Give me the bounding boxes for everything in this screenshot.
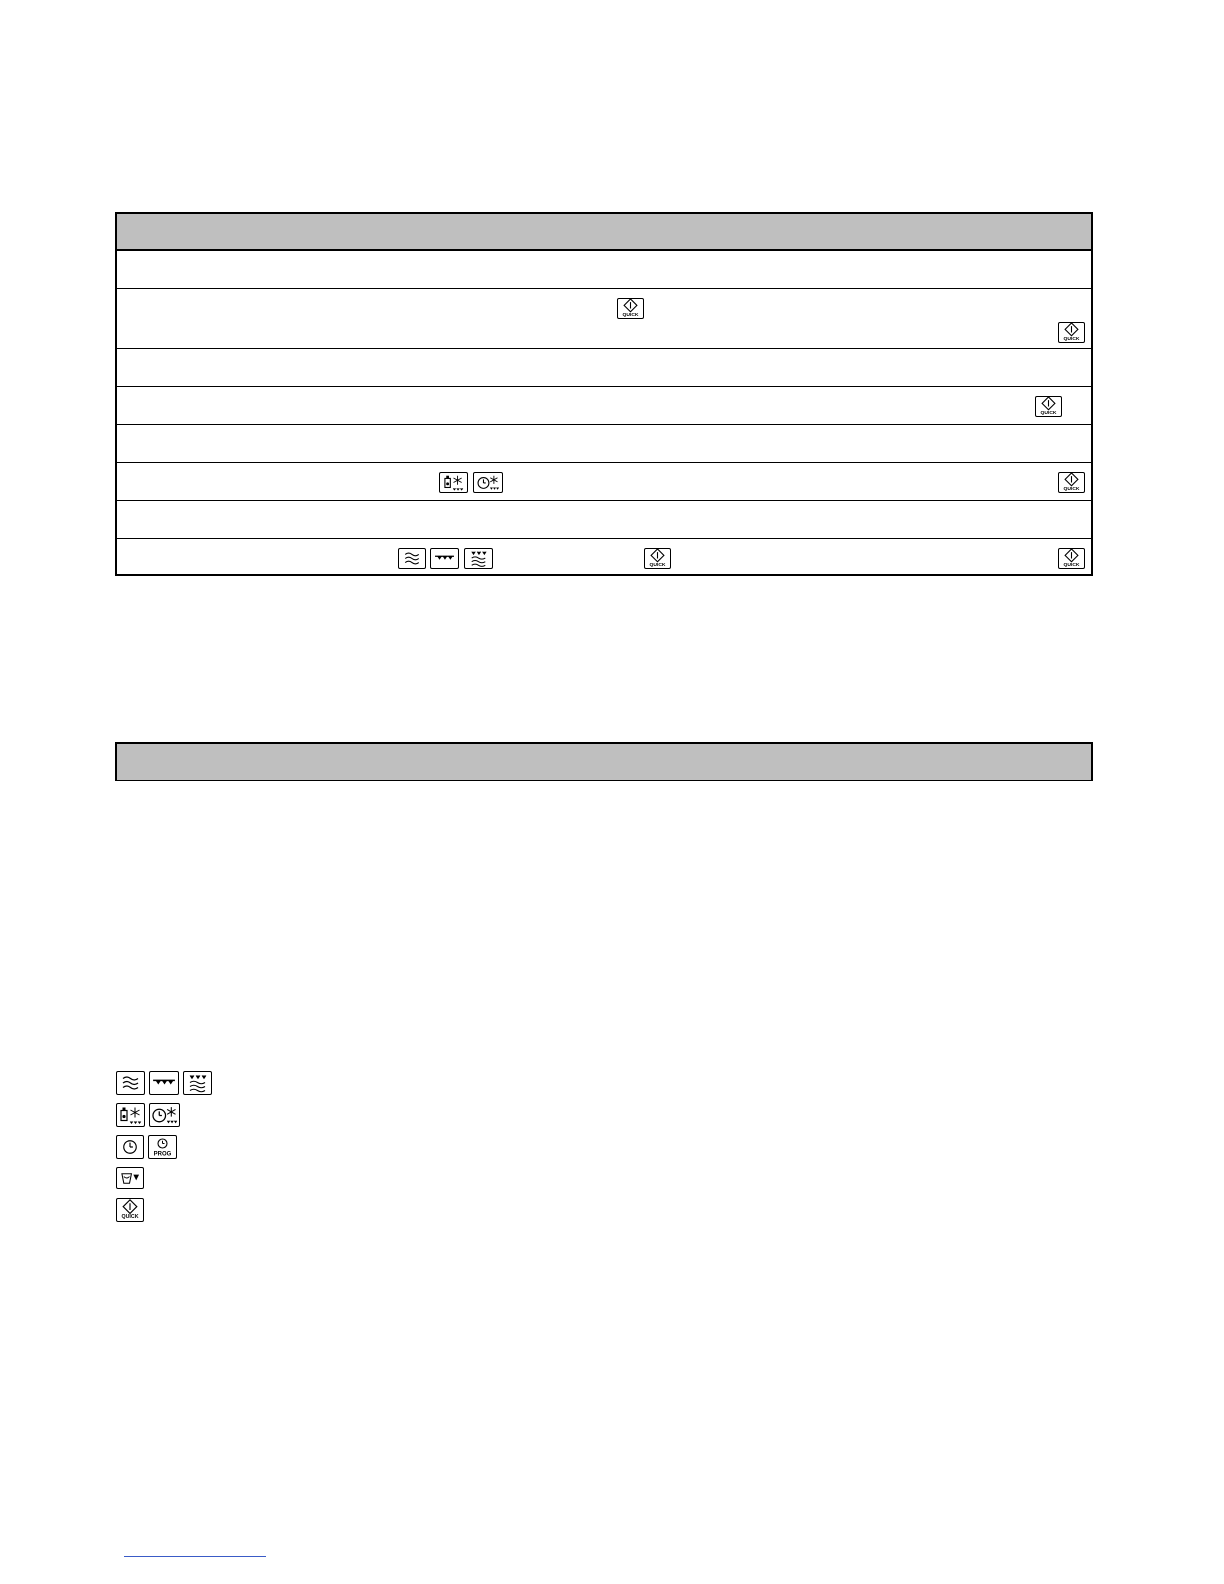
quick-start-icon: [1058, 548, 1085, 569]
quick-start-icon: [1058, 472, 1085, 493]
quick-start-icon: [644, 548, 671, 569]
table-row: [117, 251, 1091, 289]
grill-icon: [430, 548, 459, 569]
table-row: [117, 289, 1091, 349]
weight-defrost-icon: [116, 1103, 145, 1127]
table-row: [117, 539, 1091, 577]
auto-menu-icon: [116, 1167, 144, 1189]
table-row: [117, 349, 1091, 387]
table-row: [117, 501, 1091, 539]
table-header: [117, 214, 1091, 251]
table-row: [117, 425, 1091, 463]
time-defrost-icon: [473, 472, 503, 493]
quick-start-icon: [1035, 396, 1062, 417]
time-defrost-icon: [149, 1103, 180, 1127]
microwave-icon: [116, 1071, 145, 1095]
combi-icon: [464, 548, 493, 569]
quick-start-icon: [617, 298, 644, 319]
quick-start-icon: [116, 1198, 144, 1222]
grill-icon: [149, 1071, 179, 1095]
quick-start-icon: [1058, 322, 1085, 343]
table-row: [117, 463, 1091, 501]
table-header: [117, 744, 1091, 780]
table-row: [117, 387, 1091, 425]
footer-link-underline: [124, 1556, 266, 1557]
instruction-table: [115, 212, 1093, 576]
program-icon: [148, 1135, 177, 1159]
section-header-box: [115, 742, 1093, 781]
weight-defrost-icon: [439, 472, 468, 493]
clock-icon: [116, 1135, 144, 1159]
combi-icon: [183, 1071, 212, 1095]
microwave-icon: [398, 548, 426, 569]
